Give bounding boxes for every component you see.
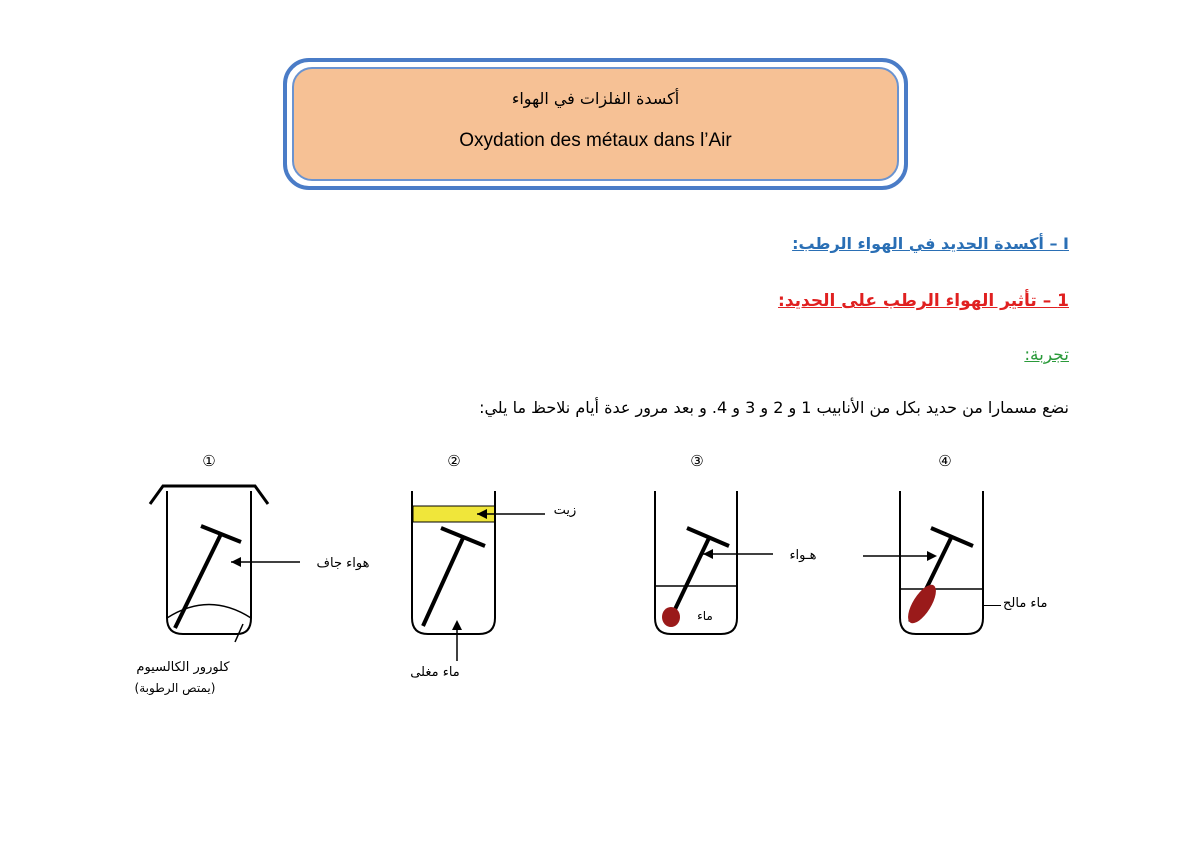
tube-1-bottom-label-1: كلورور الكالسيوم [136, 660, 230, 675]
tube-number-2: ② [447, 452, 461, 470]
tube-number-4: ④ [938, 452, 952, 470]
oil-label: زيت [553, 503, 577, 518]
title-french: Oxydation des métaux dans l’Air [459, 129, 732, 151]
subsection-heading-1-1: 1 – تأثير الهواء الرطب على الحديد: [778, 291, 1069, 311]
tube-2 [410, 491, 576, 680]
intro-paragraph: نضع مسمارا من حديد بكل من الأنابيب 1 و 2 و 3 و 4. و بعد مرور عدة أيام نلاحظ ما يلي: [479, 398, 1069, 417]
salt-water-pointer [983, 605, 1001, 606]
tube-1-bottom-label-2: (يمتص الرطوبة) [134, 681, 216, 695]
tube-number-1: ① [202, 452, 216, 470]
tube-number-3: ③ [690, 452, 704, 470]
tube-4 [863, 491, 983, 634]
section-heading-1: I – أكسدة الحديد في الهواء الرطب: [792, 234, 1069, 253]
title-arabic: أكسدة الفلزات في الهواء [511, 88, 680, 108]
experiment-label: تجربة: [1024, 345, 1069, 365]
tube-3-rust [662, 607, 680, 627]
tube-1 [135, 486, 370, 696]
title-box [283, 58, 908, 190]
tube-2-nail-shaft [423, 538, 463, 626]
tube-3-air-label: هـواء [789, 548, 817, 563]
tube-2-nail-head [441, 528, 485, 546]
tube-3-water-label: ماء [697, 609, 713, 623]
tube-1-nail-shaft [175, 534, 221, 628]
tube-1-air-label: هواء جاف [316, 556, 370, 571]
tube-3 [655, 491, 817, 634]
experiment-figure [105, 446, 985, 706]
title-inner [292, 67, 899, 181]
boiled-water-label: ماء مغلى [410, 665, 460, 680]
tube-4-nail-head [931, 528, 973, 546]
tube-1-nail-head [201, 526, 241, 542]
tube-4-rust [903, 581, 942, 628]
salt-water-label: ماء مالح [1003, 596, 1048, 611]
